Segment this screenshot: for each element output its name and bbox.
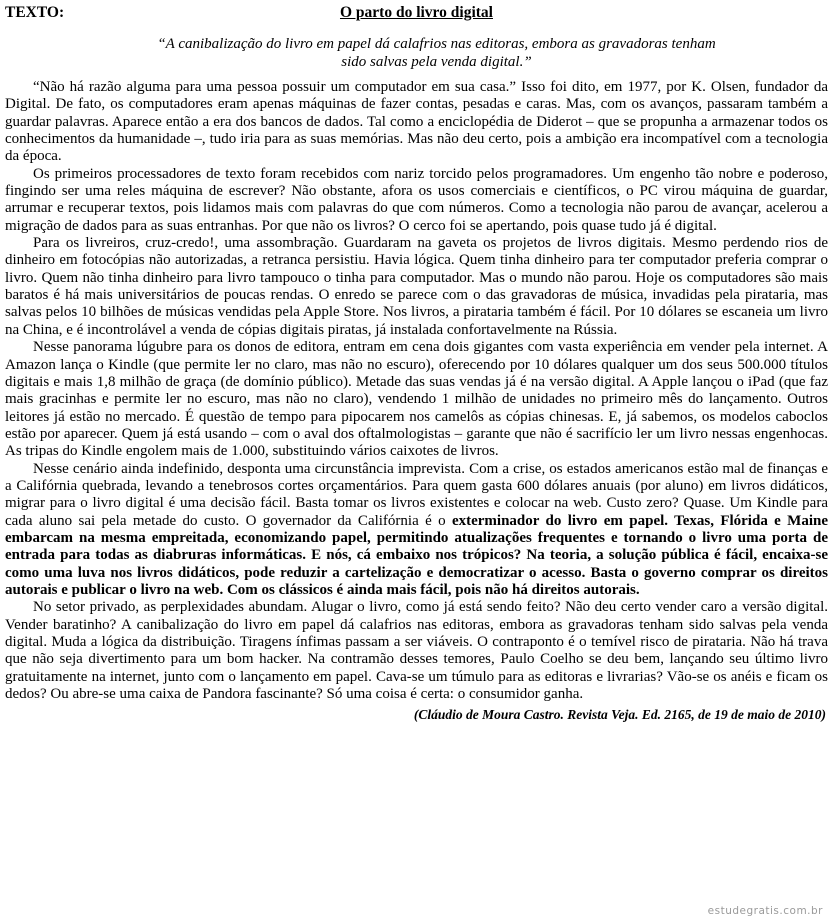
citation: (Cláudio de Moura Castro. Revista Veja. Ed. 2165, de 19 de maio de 2010) [413,707,826,723]
paragraph-2: Os primeiros processadores de texto foram recebidos com nariz torcido pelos programadores. Um engenho tão nobre e poderoso, fingindo ser uma reles máquina de escrever? Não obstante, afora os usos comerciais e científicos, o PC virou máquina de guardar, arrumar e recuperar textos, pois lidamos mais com palavras do que com números. Como a tecnologia não parou de avançar, acelerou a migração de dados para as suas entranhas. Por que não os livros? O cerco foi se apertando, pois quase tudo já é digital. [5,165,828,234]
paragraph-5-bold-text: exterminador do livro em papel. Texas, Flórida e Maine embarcam na mesma empreitada, economizando papel, permitindo atualizações frequentes e tornando o livro uma porta de entrada para todas as diabruras informáticas. E nós, cá embaixo nos trópicos? Na teoria, a solução pública é fácil, encaixa-se como uma luva nos livros didáticos, pode reduzir a cartelização e democratizar o acesso. Basta o governo comprar os direitos autorais e publicar o livro na web. Com os clássicos é ainda mais fácil, pois não há direitos autorais. [5,512,828,598]
epigraph: “A canibalização do livro em papel dá calafrios nas editoras, embora as gravadoras tenham sido salvas pela venda digital.” [157,36,716,70]
paragraph-4: Nesse panorama lúgubre para os donos de editora, entram em cena dois gigantes com vasta experiência em vender pela internet. A Amazon lança o Kindle (que permite ler no claro, mas não no escuro), oferecendo por 10 dólares qualquer um dos seus 500.000 títulos digitais e mais 1,8 milhão de graça (de domínio público). Metade das suas vendas já é na versão digital. A Apple lançou o iPad (que faz mais gracinhas e permite ler no escuro, mas não no claro), vendendo 1 milhão de unidades no primeiro mês do lançamento. Outros leitores já estão no mercado. É questão de tempo para pipocarem nos camelôs as cópias chinesas. E, já sabemos, os modelos caboclos estão por aparecer. Quem já está usando – com o aval dos oftalmologistas – garante que não é sacrifício ler um livro nessas engenhocas. As tripas do Kindle engolem mais de 1.000, substituindo vários caixotes de livros. [5,339,828,460]
text-label: TEXTO: [5,4,65,21]
watermark: estudegratis.com.br [707,905,823,917]
header [5,4,828,26]
paragraph-5-normal-text: Nesse cenário ainda indefinido, desponta uma circunstância imprevista. Com a crise, os estados americanos estão mal de finanças e a Califórnia quebrada, levando a tenebrosos cortes orçamentários. Para quem gasta 600 dólares anuais (por aluno) em livros didáticos, migrar para o livro digital é uma decisão fácil. Basta tomar os livros existentes e colocar na web. Custo zero? Quase. Um Kindle para cada aluno sai pela metade do custo. O governador da Califórnia é o [5,460,828,529]
document [5,4,828,723]
document-title: O parto do livro digital [339,4,493,21]
paragraph-5 [5,461,828,600]
paragraph-6: No setor privado, as perplexidades abundam. Alugar o livro, como já está sendo feito? Não deu certo vender caro a versão digital. Vender baratinho? A canibalização do livro em papel dá calafrios nas editoras, embora as gravadoras tenham sido salvas pela venda digital. Muda a lógica da distribuição. Tiragens ínfimas passam a ser viáveis. O contraponto é o temível risco de pirataria. Não há trava que não seja divertimento para um bom hacker. Na contramão desses temores, Paulo Coelho se deu bem, lançando seu último livro gratuitamente na internet, junto com o lançamento em papel. Cava-se um túmulo para as editoras e livrarias? Vão-se os anéis e ficam os dedos? Ou abre-se uma caixa de Pandora fascinante? Só uma coisa é certa: o consumidor ganha. [5,599,828,703]
paragraph-1: “Não há razão alguma para uma pessoa possuir um computador em sua casa.” Isso foi dito, em 1977, por K. Olsen, fundador da Digital. De fato, os computadores eram apenas máquinas de fazer contas, pesadas e caras. Mas, com os avanços, passaram também a guardar palavras. Aparece então a era dos bancos de dados. Tal como a enciclopédia de Diderot – que se propunha a armazenar todos os conhecimentos da humanidade –, tudo iria para as suas memórias. Mas não deu certo, pois a ambição era incompatível com a tecnologia da época. [5,79,828,165]
paragraph-3: Para os livreiros, cruz-credo!, uma assombração. Guardaram na gaveta os projetos de livros digitais. Mesmo perdendo rios de dinheiro em fotocópias não autorizadas, a retranca persistiu. Havia lógica. Quem tinha dinheiro para ter computador preferia comprar o livro. Quem não tinha dinheiro para livro tampouco o tinha para computador. Mas o mundo não parou. Hoje os computadores são mais baratos é há mais universitários de poucas rendas. O enredo se parece com o das gravadoras de música, invadidas pela pirataria, mas salvas pelos 10 bilhões de músicas vendidas pela Apple Store. Nos livros, a pirataria também é fácil. Por 10 dólares se escaneia um livro na China, e é incontrolável a venda de cópias digitais piratas, já instalada confortavelmente na Rússia. [5,235,828,338]
